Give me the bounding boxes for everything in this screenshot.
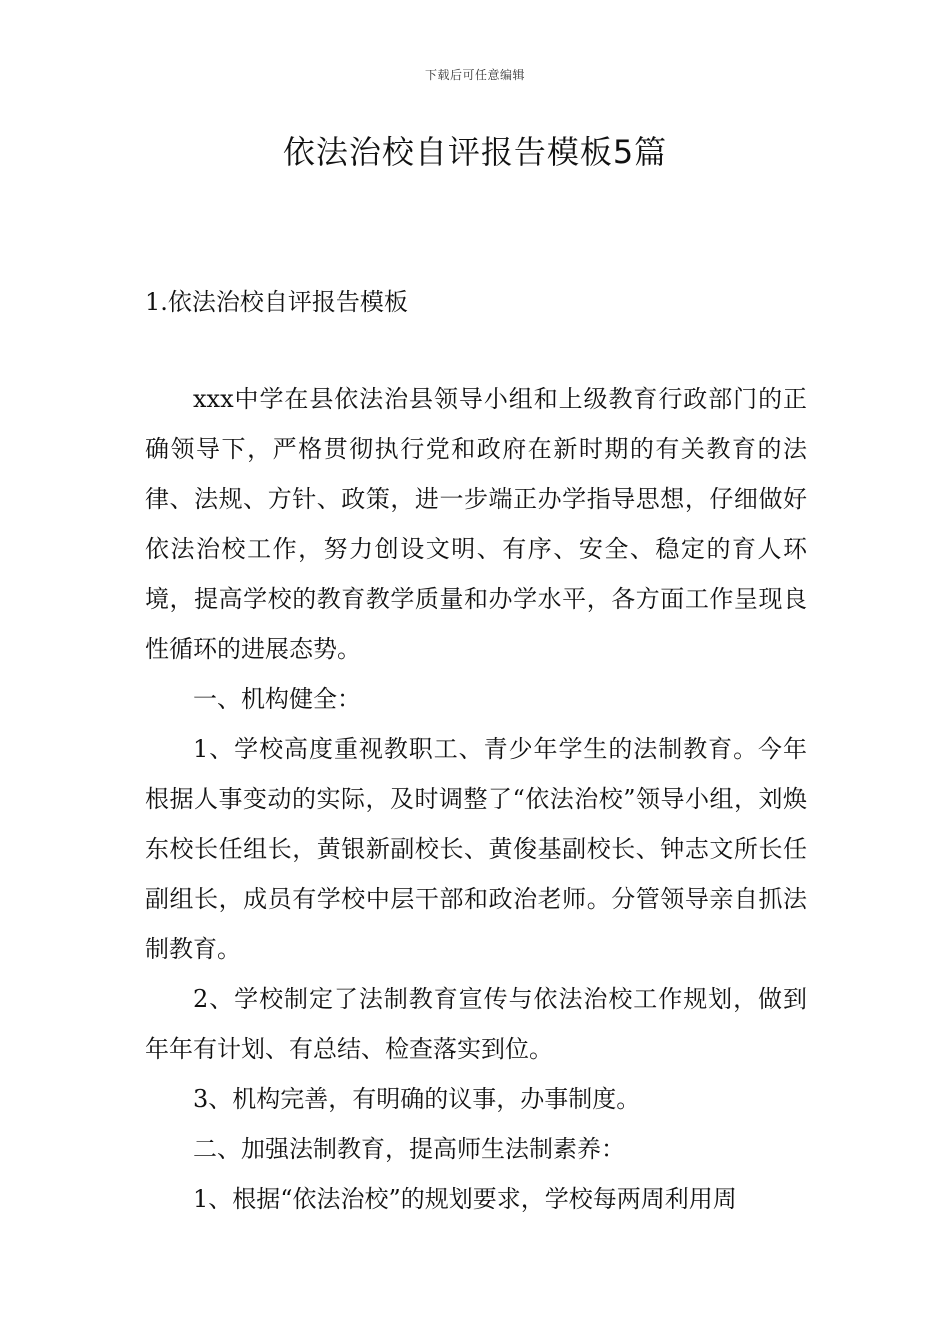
section-heading: 1.依法治校自评报告模板 bbox=[145, 288, 408, 316]
paragraph-intro: xxx中学在县依法治县领导小组和上级教育行政部门的正确领导下，严格贯彻执行党和政府在新时期的有关教育的法律、法规、方针、政策，进一步端正办学指导思想，仔细做好依法治校工作，努力创设文明、有序、安全、稳定的育人环境，提高学校的教育教学质量和办学水平，各方面工作呈现良性循环的进展态势。 bbox=[145, 385, 807, 663]
paragraph-item-1-1: 1、学校高度重视教职工、青少年学生的法制教育。今年根据人事变动的实际，及时调整了“依法治校”领导小组，刘焕东校长任组长，黄银新副校长、黄俊基副校长、钟志文所长任副组长，成员有学校中层干部和政治老师。分管领导亲自抓法制教育。 bbox=[145, 735, 807, 963]
paragraph-item-2-1: 1、根据“依法治校”的规划要求，学校每两周利用周 bbox=[193, 1185, 737, 1213]
document-body bbox=[145, 374, 807, 1224]
paragraph-heading-2: 二、加强法制教育，提高师生法制素养： bbox=[193, 1135, 625, 1163]
document-title: 依法治校自评报告模板5篇 bbox=[282, 133, 668, 171]
paragraph-item-1-3: 3、机构完善，有明确的议事，办事制度。 bbox=[193, 1085, 641, 1113]
paragraph-heading-1: 一、机构健全： bbox=[193, 685, 361, 713]
paragraph-item-1-2: 2、学校制定了法制教育宣传与依法治校工作规划，做到年年有计划、有总结、检查落实到位。 bbox=[145, 985, 807, 1063]
header-note: 下载后可任意编辑 bbox=[424, 68, 525, 82]
